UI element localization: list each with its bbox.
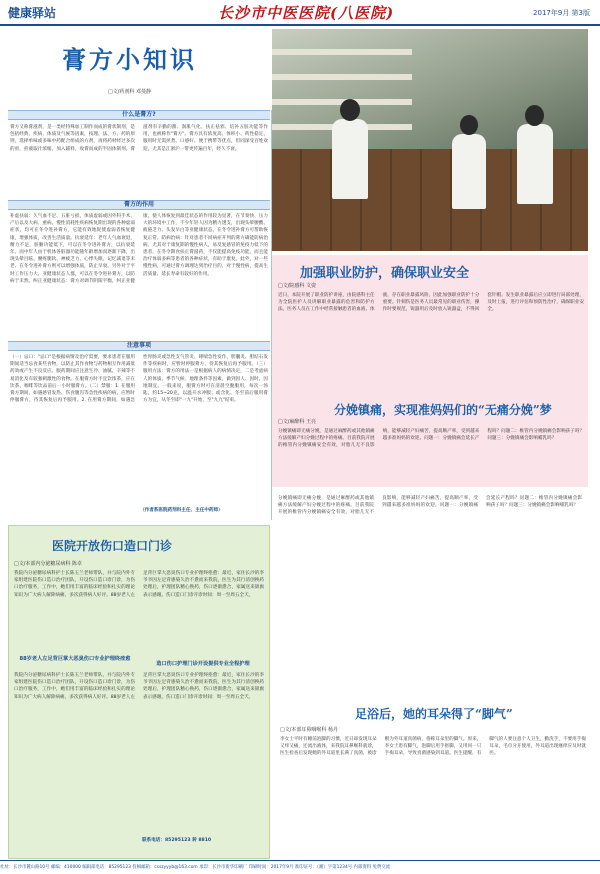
article-body-wound-clinic-continued: 我院内分泌糖尿病科护士长陈玉兰老师带队，并与院内外专家组建医院伤口造口治疗团队，开设伤口造口诊门诊，为伤口治疗服务，工作中，她们用丰富的临床经验和扎实的理论知识为广大病人解除病痛，多次获得病人好评。88岁老人左足背巨掌大恶臭伤口专业护理终痊愈：最近，家住长沙的李爷爷因左足背感染久治不愈而来我院，医生为其行清创换药处理后，护理团队精心换药，伤口逐渐愈合，家属送来锦旗表示感谢。伤口造口门诊开诊时间：周一至周五全天。: [14, 673, 264, 700]
article-body-ear-fungus: 李女士平时有睡前泡脚的习惯，近日却发现耳朵又痒又痛，还流出液体，来我院耳鼻喉科就诊，医生检查后发现她的外耳道里长满了真菌，被诊断为外耳道真菌病，俗称耳朵里的脚气。原来，李女士患有脚气，泡脚后用手抠脚，又用同一只手掏耳朵，导致真菌感染到耳道。医生提醒，有脚气的人要注意个人卫生，勤洗手，不要用手掏耳朵，毛巾分开使用，外耳道出现瘙痒应及时就医。: [280, 737, 586, 757]
article-title-ear-fungus: 足浴后，她的耳朵得了“脚气”: [355, 707, 513, 721]
article-title-occupational: 加强职业防护，确保职业安全: [300, 266, 470, 281]
section-label: 健康驿站: [8, 6, 57, 20]
pharmacist-head: [460, 115, 478, 135]
section-heading-effects: 膏方的作用: [8, 200, 270, 210]
section-body-what: 膏方又称膏滋剂，是一类经特殊加工制作而成的膏状制剂，是包括经典、疾病、体质及气候等因素，按理、法、方、药的原则，选择单味或多味中药配合组成的方剂，再将药材经过多次的煎，煎液取汁浓缩，加入辅料，收膏而成的半固体制剂。膏滋剂有辛勤的甜、润肌气化、扶正祛邪、培补五脏功能等作用，也被称作"膏方"。膏方具有浓度高、体积小、药性稳定、服用时无需煎煮、口感好、便于携带等优点，但同深受百姓欢迎，尤其是江浙沪一带更传遍百年，经久不衰。: [10, 125, 268, 152]
pharmacist-head: [525, 105, 544, 126]
section-heading-notes: 注意事项: [8, 341, 270, 351]
date-page: 2017年9月 第3版: [533, 9, 590, 17]
article-body-labor-analgesia-continued: 分娩镇痛即无痛分娩，是通过麻醉药或其他镇痛方法缓解产妇分娩过程中的疼痛。目前我院开展的椎管内分娩镇痛安全有效，对胎儿无不良影响，能够减轻产妇痛苦，提高顺产率，受到越来越多准妈妈的欢迎。问题一：分娩镇痛会延长产程吗？问题二：椎管内分娩镇痛会影响孩子吗？问题三：分娩镇痛会影响哺乳吗？: [278, 496, 582, 516]
subheading-elderly-case: 88岁老人左足背巨掌大恶臭伤口专业护理终痊愈: [19, 656, 131, 662]
section-body-notes: （一）忌口："忌口"是根据病情及治疗需要，要求患者在服用期间适当忌食某些食物，以防止其作食物与药物相互作用减低药效或产生不良反应。服药期间应注意生冷、油腻、辛辣等不易消化及有较强刺激性的食物。在服膏方时不宜饮浓茶，应在饮茶、咖啡等饮品前后一小时服膏方。（二）禁服：1. 在服用膏方期间，如遇感冒发热、伤食腹泻等急性疾病的病，应暂时停服膏方，待其恢复后再予服用。2. 在用膏方期间，如遇急性胃肠炎或急性支气管炎、哮喘急性发作、胆囊炎、胆结石发作等疾病时，应暂时停服膏方，待其恢复后再予服用。（三）服用方法：膏方的用法一是根据病人的病情决定，二是考虑病人的体质、季节气候、地理条件等因素，做到因人、因时、因地制宜。一般来说，服膏方时可在清晨空腹服用，每次一汤匙，约15~20克，以温开水冲服；或含化。冬至前后服用膏方为宜，从冬至即"一九"开始，至"九九"结束。: [10, 355, 268, 404]
author-note: （作者系医院药剂科主任、主任中药师）: [140, 508, 223, 513]
continued-column-area: [272, 495, 588, 695]
pharmacist-head: [340, 99, 360, 121]
article-title-wound-clinic: 医院开放伤口造口门诊: [52, 539, 173, 553]
byline-gaofang: □文/药剂科 邓曼静: [108, 89, 151, 95]
section-heading-what: 什么是膏方?: [8, 110, 270, 120]
article-title-gaofang: 膏方小知识: [62, 46, 197, 74]
byline-labor-analgesia: □文/麻醉科 王亮: [278, 419, 316, 425]
byline-wound-clinic: □文/本部内分泌糖尿病科 陈卓: [14, 561, 82, 567]
page-footer: 社址：长沙市麓山路10号 邮编：410000 编辑部电话：85295123 投稿邮箱：csszyyyb@163.com 承印：长沙市新华印刷厂 印刷时间：2017年9月 准印证号：（湘）字第1234号 内部资料 免费交流: [0, 860, 600, 874]
section-body-effects: 补虚扶弱：久气血不足、五脏亏损、体质虚弱或因外科手术、产后以及大病、重病、慢性消耗性疾病恢复期出现的各种虚弱症状，均可在冬令进补膏方，它能有效地促使虚弱者恢复健康，增强体质，改善生活质量。抗衰延年：老年人气血衰退，精力不足，脏腑功能低下，可以在冬令进补膏方，以抗衰延年。而中年人由于机体各脏器功能随年龄增加而逐渐下降，出现头晕目眩、腰疼腿软、神疲乏力、心悸失眠、记忆减退等未老、在冬令进补膏方则可以增强体质，防止早衰。另外对于平时工作压力大、亚健康状态人群，可以在冬令进补膏方，以防病于未然。纠正亚健康状态：膏方对调节阴阳平衡，纠正亚健康，使人体恢复到最佳状态的作用较为显著，在节奏快、压力大的环境中工作，不少年轻人因为精力透支，出现头晕腰酸、疲倦乏力、头发早白等亚健康状态，在冬令进补膏方可帮助恢复正常。防病治病：针对患者不同病症开列的膏方确能防病治病，尤其对于康复期的慢性病人，易反复感冒的免疫力低下的患者，在冬令期食扶正膏滋药，不仅能提高免疫功能，而且能治疗体弱多病等患者的各种症状，有助于康复。此外，对一些慢性病，可通过膏方调理达到治疗目的，对于慢性病，提高生活质量、延长寿命有较好的作用。: [10, 214, 268, 284]
article-body-wound-clinic: 我院内分泌糖尿病科护士长陈玉兰老师带队，并与院内外专家组建医院伤口造口治疗团队，开设伤口造口诊门诊，为伤口治疗服务，工作中，她们用丰富的临床经验和扎实的理论知识为广大病人解除病痛，多次获得病人好评。88岁老人左足背巨掌大恶臭伤口专业护理终痊愈：最近，家住长沙的李爷爷因左足背感染久治不愈而来我院，医生为其行清创换药处理后，护理团队精心换药，伤口逐渐愈合，家属送来锦旗表示感谢。伤口造口门诊开诊时间：周一至周五全天。: [14, 571, 264, 598]
pharmacy-photo: [272, 29, 588, 251]
pharmacist-figure: [517, 124, 553, 204]
byline-occupational: □文/院感科 文姿: [278, 283, 316, 289]
byline-ear-fungus: □文/本部耳鼻咽喉科 杨丹: [280, 727, 338, 733]
contact-phone: 联系电话：85295123 转 8810: [142, 838, 212, 843]
shelf: [272, 49, 412, 55]
pharmacist-figure: [332, 119, 368, 199]
article-title-labor-analgesia: 分娩镇痛，实现准妈妈们的“无痛分娩”梦: [334, 403, 552, 417]
header-rule: [0, 24, 600, 26]
article-body-labor-analgesia: 分娩镇痛即无痛分娩，是通过麻醉药或其他镇痛方法缓解产妇分娩过程中的疼痛。目前我院开展的椎管内分娩镇痛安全有效，对胎儿无不良影响，能够减轻产妇痛苦，提高顺产率，受到越来越多准妈妈的欢迎。问题一：分娩镇痛会延长产程吗？问题二：椎管内分娩镇痛会影响孩子吗？问题三：分娩镇痛会影响哺乳吗？: [278, 429, 584, 449]
subheading-clinic-open: 造口伤口护理门诊开设提供专业全程护理: [156, 661, 250, 667]
article-body-occupational: 近日，本院开展了职业防护讲座，由院感科主任为全院医护人员讲解职业暴露的危害和防护方法。医务人员在工作中经常接触患者的血液、体液，存在职业暴露风险，因此加强职业防护十分重要。针刺伤是医务人员最常见的职业伤害，操作时要规范，锐器用后及时放入锐器盒，不得回套针帽。发生职业暴露后应立即进行局部处理，及时上报，进行评估和预防性治疗，确保职业安全。: [278, 293, 584, 313]
pharmacist-figure: [452, 134, 486, 209]
shelf: [272, 74, 412, 80]
page-header: [0, 0, 600, 26]
column-divider: [271, 110, 272, 520]
masthead: 长沙市中医医院(八医院): [218, 4, 395, 22]
